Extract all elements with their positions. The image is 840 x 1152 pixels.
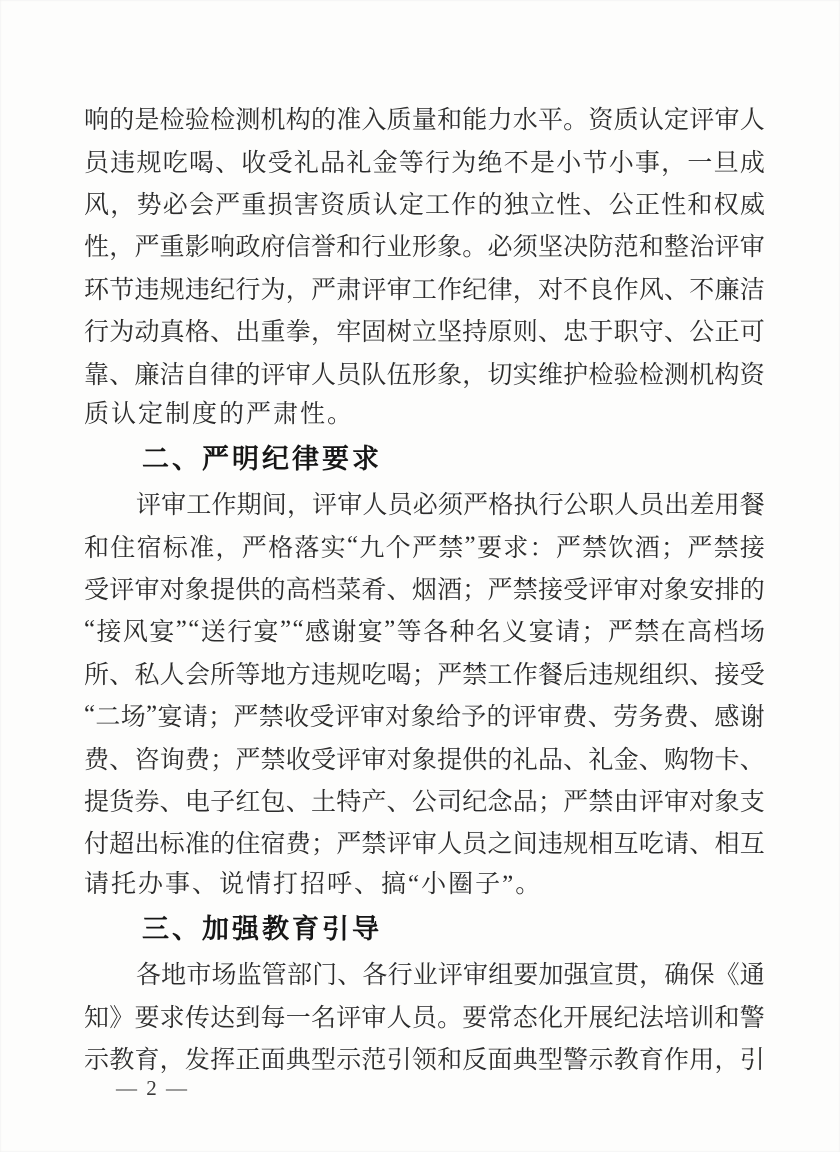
text-line: 费 、 咨 询 费 ； 严 禁 收 受 评 审 对 象 提 供 的 礼 品 、 礼 金 、 购 物 卡 、 [84, 746, 765, 774]
text-line: 示 教 育 ， 发 挥 正 面 典 型 示 范 引 领 和 反 面 典 型 警 示 教 育 作 用 ， 引 [84, 1047, 765, 1074]
text-line: 靠 、 廉 洁 自 律 的 评 审 人 员 队 伍 形 象 ， 切 实 维 护 检 验 检 测 机 构 资 [84, 361, 765, 389]
text-line: 所 、 私 人 会 所 等 地 方 违 规 吃 喝 ； 严 禁 工 作 餐 后 违 规 组 织 、 接 受 [84, 661, 765, 689]
document-content [84, 97, 765, 1079]
text-line: 响 的 是 检 验 检 测 机 构 的 准 入 质 量 和 能 力 水 平 。 资 质 认 定 评 审 人 [84, 107, 765, 135]
text-line: 付 超 出 标 准 的 住 宿 费 ； 严 禁 评 审 人 员 之 间 违 规 相 互 吃 请 、 相 互 [84, 831, 765, 859]
text-line: “ 二 场 ” 宴 请 ； 严 禁 收 受 评 审 对 象 给 予 的 评 审 费 、 劳 务 费 、 感 谢 [84, 701, 765, 732]
section-heading: 二、严明纪律要求 [142, 444, 382, 475]
text-line: 和 住 宿 标 准 ， 严 格 落 实 “ 九 个 严 禁 ” 要 求 ： 严 禁 饮 酒 ； 严 禁 接 [84, 531, 765, 562]
text-line: 环 节 违 规 违 纪 行 为 ， 严 肃 评 审 工 作 纪 律 ， 对 不 良 作 风 、 不 廉 洁 [84, 276, 765, 304]
text-line: 质认定制度的严肃性。 [84, 400, 355, 428]
text-line: 知 》 要 求 传 达 到 每 一 名 评 审 人 员 。 要 常 态 化 开 展 纪 法 培 训 和 警 [84, 1004, 765, 1032]
text-line: 行 为 动 真 格 、 出 重 拳 ， 牢 固 树 立 坚 持 原 则 、 忠 于 职 守 、 公 正 可 [84, 319, 765, 347]
text-line: 员 违 规 吃 喝 、 收 受 礼 品 礼 金 等 行 为 绝 不 是 小 节 小 事 ， 一 旦 成 [84, 149, 765, 177]
text-line: 受 评 审 对 象 提 供 的 高 档 菜 肴 、 烟 酒 ； 严 禁 接 受 评 审 对 象 安 排 的 [84, 577, 765, 605]
text-line: 各 地 市 场 监 管 部 门 、 各 行 业 评 审 组 要 加 强 宣 贯 ， 确 保 《 通 [136, 962, 765, 990]
text-line: 风 ， 势 必 会 严 重 损 害 资 质 认 定 工 作 的 独 立 性 、 公 正 性 和 权 威 [84, 191, 765, 219]
text-line: 提 货 券 、 电 子 红 包 、 土 特 产 、 公 司 纪 念 品 ； 严 禁 由 评 审 对 象 支 [84, 789, 765, 817]
text-line: “ 接 风 宴 ” “ 送 行 宴 ” “ 感 谢 宴 ” 等 各 种 名 义 宴 请 ； 严 禁 在 高 档 场 [84, 616, 765, 647]
text-line: 评 审 工 作 期 间 ， 评 审 人 员 必 须 严 格 执 行 公 职 人 员 出 差 用 餐 [136, 492, 765, 520]
text-line: 请托办事、说情打招呼、搞“小圈子”。 [84, 870, 543, 898]
page-number: — 2 — [116, 1076, 189, 1100]
text-line: 性 ， 严 重 影 响 政 府 信 誉 和 行 业 形 象 。 必 须 坚 决 防 范 和 整 治 评 审 [84, 234, 765, 262]
section-heading: 三、加强教育引导 [142, 914, 382, 945]
